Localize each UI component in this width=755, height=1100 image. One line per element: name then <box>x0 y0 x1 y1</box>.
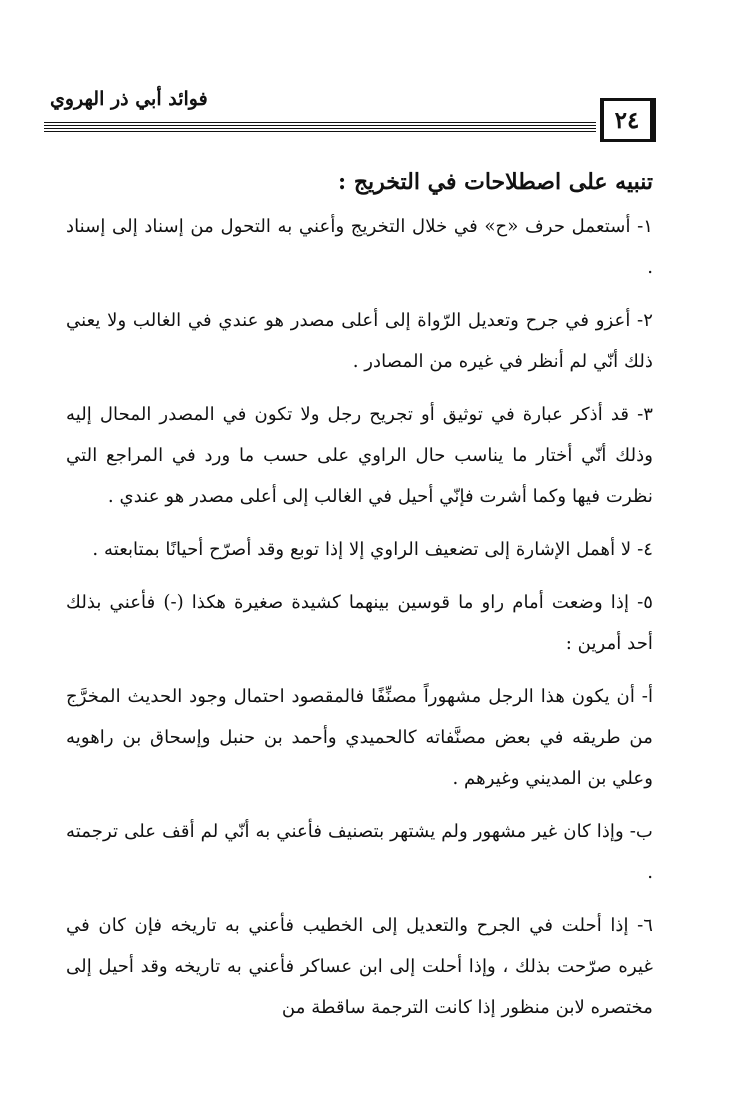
paragraph-5a: أ- أن يكون هذا الرجل مشهوراً مصنِّفًا فالمقصود احتمال وجود الحديث المخرَّج من طريقه في بعض مصنَّفاته كالحميدي وأحمد بن حنبل وإسحاق بن راهويه وعلي بن المديني وغيرهم . <box>66 686 653 789</box>
paragraph-4: ٤- لا أهمل الإشارة إلى تضعيف الراوي إلا إذا توبع وقد أصرّح أحيانًا بمتابعته . <box>92 539 653 560</box>
paragraph-5: ٥- إذا وضعت أمام راو ما قوسين بينهما كشيدة صغيرة هكذا (-) فأعني بذلك أحد أمرين : <box>66 592 653 654</box>
section-title: تنبيه على اصطلاحات في التخريج : <box>338 169 653 195</box>
paragraph-3: ٣- قد أذكر عبارة في توثيق أو تجريح رجل ولا تكون في المصدر المحال إليه وذلك أنّي أختار ما يناسب حال الراوي على حسب ما ورد في المراجع التي نظرت فيها وكما أشرت فإنّي أحيل في الغالب إلى أعلى مصدر هو عندي . <box>66 404 653 507</box>
page-body <box>66 160 653 1040</box>
page-header <box>44 84 656 146</box>
paragraph-1: ١- أستعمل حرف «ح» في خلال التخريج وأعني به التحول من إسناد إلى إسناد . <box>66 216 653 278</box>
paragraph-2: ٢- أعزو في جرح وتعديل الرّواة إلى أعلى مصدر هو عندي في الغالب ولا يعني ذلك أنّي لم أنظر في غيره من المصادر . <box>66 310 653 372</box>
paragraph-6: ٦- إذا أحلت في الجرح والتعديل إلى الخطيب فأعني به تاريخه فإن كان في غيره صرّحت بذلك ، وإذا أحلت إلى ابن عساكر فأعني به تاريخه وقد أحيل إلى مختصره لابن منظور إذا كانت الترجمة ساقطة من <box>66 915 653 1018</box>
page-number: ٢٤ <box>600 98 656 142</box>
header-rule <box>44 122 596 134</box>
paragraph-5b: ب- وإذا كان غير مشهور ولم يشتهر بتصنيف فأعني به أنّي لم أقف على ترجمته . <box>66 821 653 883</box>
running-title: فوائد أبي ذر الهروي <box>50 88 208 110</box>
